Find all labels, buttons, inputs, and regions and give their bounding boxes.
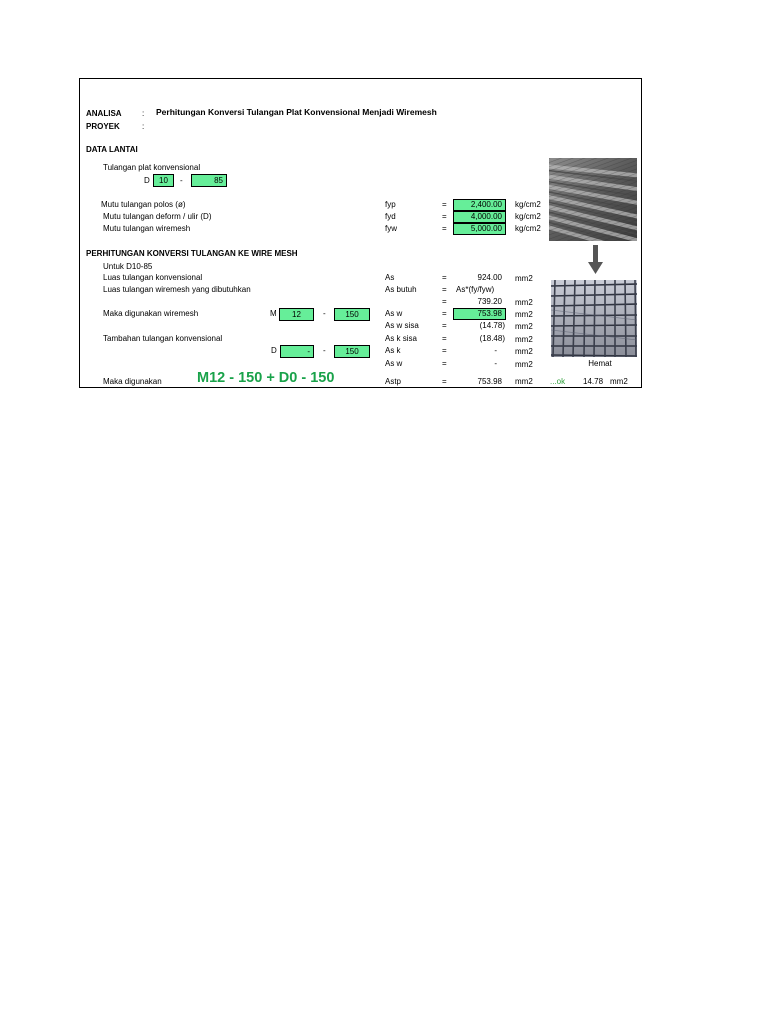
- fyw-eq: =: [442, 224, 447, 233]
- down-arrow-icon: [587, 245, 604, 275]
- asw-symbol: As w: [385, 309, 403, 318]
- d-spacing-cell[interactable]: 85: [191, 174, 227, 187]
- fyd-eq: =: [442, 212, 447, 221]
- astp-symbol: Astp: [385, 377, 402, 386]
- d-prefix: D: [144, 176, 150, 185]
- d2-dash: -: [323, 346, 326, 355]
- maka-digunakan-label: Maka digunakan: [103, 377, 162, 386]
- m-diameter-cell[interactable]: 12: [279, 308, 314, 321]
- spreadsheet-sheet: [79, 78, 642, 388]
- d-dash: -: [180, 176, 183, 185]
- as-symbol: As: [385, 273, 395, 282]
- as-butuh-unit: mm2: [515, 298, 533, 307]
- asw2-eq: =: [442, 359, 447, 368]
- asw-eq: =: [442, 309, 447, 318]
- as-butuh-formula: As*(fy/fyw): [456, 285, 495, 294]
- ask-value: -: [494, 346, 497, 355]
- astp-value: 753.98: [477, 377, 502, 386]
- untuk-label: Untuk D10-85: [103, 262, 153, 271]
- fyd-label: Mutu tulangan deform / ulir (D): [103, 212, 212, 221]
- d2-spacing-cell[interactable]: 150: [334, 345, 370, 358]
- data-lantai-heading: DATA LANTAI: [86, 145, 138, 154]
- ok-text: ...ok: [550, 377, 566, 386]
- fyw-symbol: fyw: [385, 224, 397, 233]
- as-butuh-value: 739.20: [477, 297, 502, 306]
- proyek-label: PROYEK: [86, 122, 120, 131]
- d2-diameter-cell[interactable]: -: [280, 345, 314, 358]
- as-butuh-value-eq: =: [442, 297, 447, 306]
- fyw-value-cell[interactable]: 5,000.00: [453, 223, 506, 235]
- m-dash: -: [323, 309, 326, 318]
- analisa-label: ANALISA: [86, 109, 122, 118]
- rebar-photo: [549, 158, 637, 241]
- asw2-symbol: As w: [385, 359, 403, 368]
- fyp-label: Mutu tulangan polos (ø): [101, 200, 186, 209]
- ask-sisa-value: (18.48): [479, 334, 505, 343]
- analisa-colon: :: [142, 109, 145, 118]
- fyd-symbol: fyd: [385, 212, 396, 221]
- ask-symbol: As k: [385, 346, 401, 355]
- fyp-unit: kg/cm2: [515, 200, 541, 209]
- m-spacing-cell[interactable]: 150: [334, 308, 370, 321]
- asw-sisa-symbol: As w sisa: [385, 321, 419, 330]
- perhitungan-heading: PERHITUNGAN KONVERSI TULANGAN KE WIRE MESH: [86, 249, 298, 258]
- luas-wiremesh-label: Luas tulangan wiremesh yang dibutuhkan: [103, 285, 251, 294]
- as-value: 924.00: [477, 273, 502, 282]
- fyd-unit: kg/cm2: [515, 212, 541, 221]
- tambahan-label: Tambahan tulangan konvensional: [103, 334, 223, 343]
- d-diameter-cell[interactable]: 10: [153, 174, 174, 187]
- ask-eq: =: [442, 346, 447, 355]
- hemat-label: Hemat: [588, 359, 612, 368]
- asw-sisa-value: (14.78): [479, 321, 505, 330]
- as-unit: mm2: [515, 274, 533, 283]
- asw-unit: mm2: [515, 310, 533, 319]
- astp-unit: mm2: [515, 377, 533, 386]
- page-title: Perhitungan Konversi Tulangan Plat Konvensional Menjadi Wiremesh: [156, 107, 437, 117]
- ask-sisa-symbol: As k sisa: [385, 334, 418, 343]
- maka-wiremesh-label: Maka digunakan wiremesh: [103, 309, 199, 318]
- hemat-value: 14.78: [583, 377, 604, 386]
- d2-prefix: D: [271, 346, 277, 355]
- tulangan-konvensional-label: Tulangan plat konvensional: [103, 163, 201, 172]
- fyp-eq: =: [442, 200, 447, 209]
- asw2-unit: mm2: [515, 360, 533, 369]
- fyp-value-cell[interactable]: 2,400.00: [453, 199, 506, 211]
- ask-sisa-eq: =: [442, 334, 447, 343]
- asw-sisa-eq: =: [442, 321, 447, 330]
- as-eq: =: [442, 273, 447, 282]
- wiremesh-photo: [551, 280, 637, 357]
- asw-sisa-unit: mm2: [515, 322, 533, 331]
- as-butuh-eq: =: [442, 285, 447, 294]
- proyek-colon: :: [142, 122, 145, 131]
- m-prefix: M: [270, 309, 277, 318]
- fyd-value-cell[interactable]: 4,000.00: [453, 211, 506, 223]
- astp-eq: =: [442, 377, 447, 386]
- result-text: M12 - 150 + D0 - 150: [197, 370, 335, 386]
- asw-value-cell[interactable]: 753.98: [453, 308, 506, 320]
- ask-sisa-unit: mm2: [515, 335, 533, 344]
- fyp-symbol: fyp: [385, 200, 396, 209]
- hemat-unit: mm2: [610, 377, 628, 386]
- luas-konvensional-label: Luas tulangan konvensional: [103, 273, 203, 282]
- ask-unit: mm2: [515, 347, 533, 356]
- as-butuh-symbol: As butuh: [385, 285, 417, 294]
- fyw-label: Mutu tulangan wiremesh: [103, 224, 191, 233]
- asw2-value: -: [494, 359, 497, 368]
- fyw-unit: kg/cm2: [515, 224, 541, 233]
